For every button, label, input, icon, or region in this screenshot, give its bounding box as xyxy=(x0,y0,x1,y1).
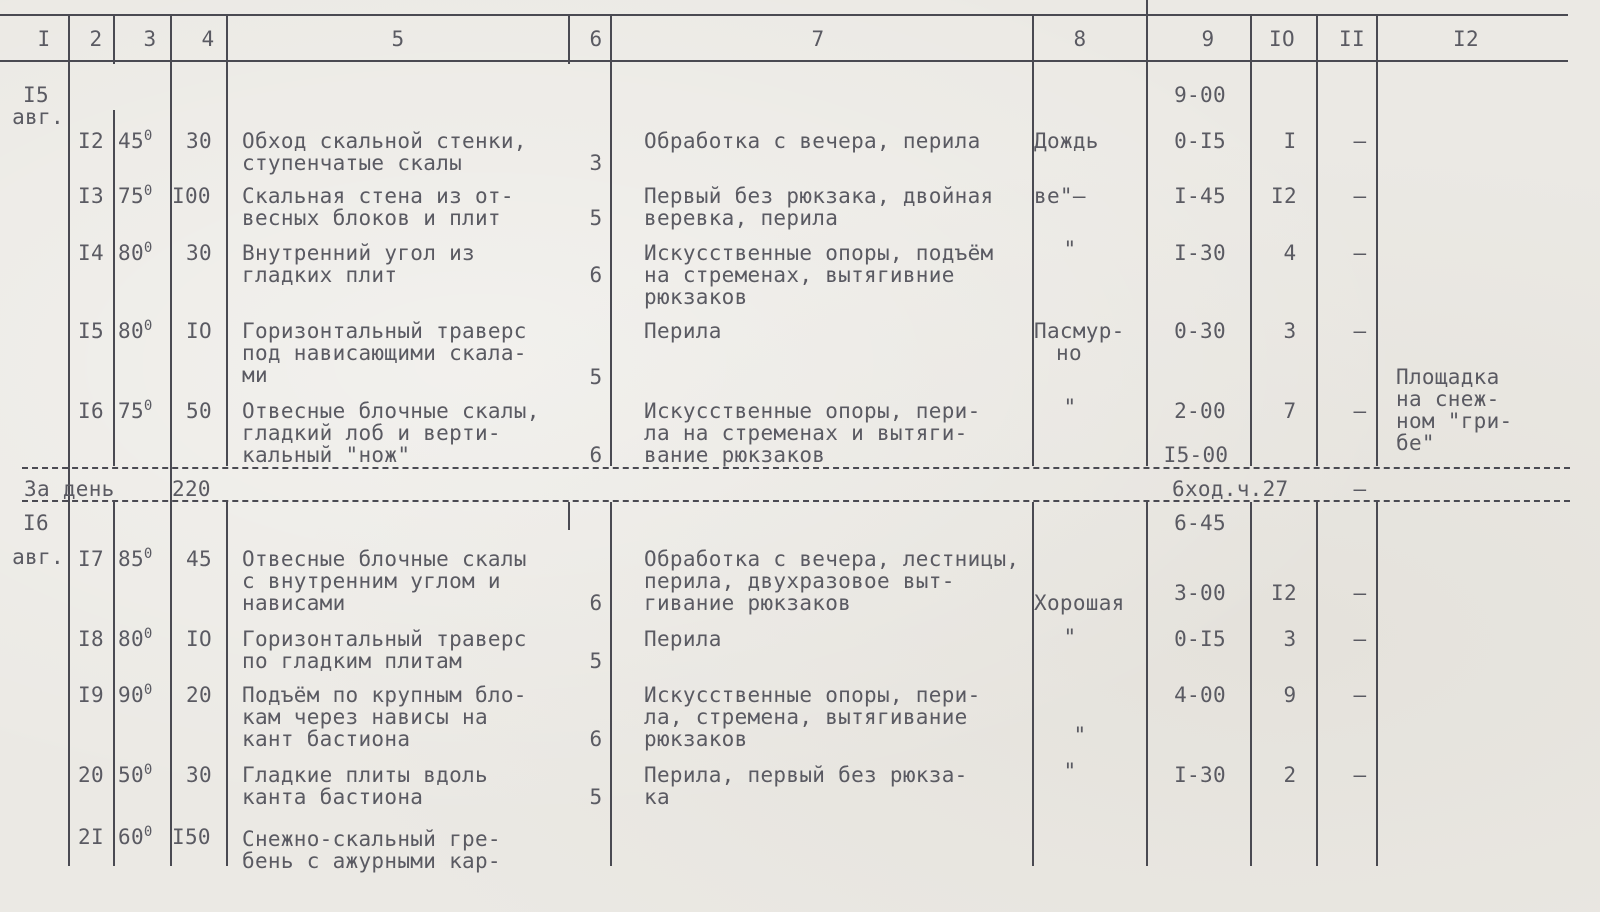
pitch-length: IO xyxy=(186,627,212,651)
column-header: I xyxy=(37,27,51,51)
column-divider xyxy=(226,14,228,466)
day-total-length: 220 xyxy=(172,477,211,501)
remark-note: бе" xyxy=(1396,431,1435,455)
date-month: авг. xyxy=(12,545,64,569)
difficulty-category: 5 xyxy=(589,365,603,389)
terrain-description: Скальная стена из от- xyxy=(242,184,514,208)
terrain-description: с внутренним углом и xyxy=(242,569,501,593)
difficulty-category: 6 xyxy=(589,727,603,751)
column-11-value: – xyxy=(1353,241,1367,265)
column-divider xyxy=(1032,14,1034,466)
weather: " xyxy=(1063,625,1077,649)
technique-text: рюкзаков xyxy=(644,727,748,751)
column-divider xyxy=(68,14,70,866)
time-spent: 0-I5 xyxy=(1174,627,1226,651)
terrain-description: Внутренний угол из xyxy=(242,241,475,265)
column-header: 5 xyxy=(391,27,405,51)
weather: Пасмур- xyxy=(1034,319,1125,343)
pitch-length: 30 xyxy=(186,129,212,153)
difficulty-category: 5 xyxy=(589,785,603,809)
terrain-description: Горизонтальный траверс xyxy=(242,627,527,651)
column-header: IO xyxy=(1269,27,1295,51)
column-divider xyxy=(1146,502,1148,866)
start-time: 9-00 xyxy=(1174,83,1226,107)
column-divider xyxy=(1376,14,1378,466)
pitch-number: I9 xyxy=(78,683,104,707)
technique-text: Искусственные опоры, пери- xyxy=(644,399,981,423)
terrain-description: нависами xyxy=(242,591,346,615)
hooks-count: I2 xyxy=(1271,184,1297,208)
terrain-description: Подъём по крупным бло- xyxy=(242,683,527,707)
pitch-angle: $75^0$ xyxy=(118,183,153,208)
time-spent: 0-I5 xyxy=(1174,129,1226,153)
day-separator-top xyxy=(22,467,1570,469)
hooks-count: 4 xyxy=(1283,241,1297,265)
pitch-length: 20 xyxy=(186,683,212,707)
difficulty-category: 6 xyxy=(589,591,603,615)
column-11-value: – xyxy=(1353,399,1367,423)
terrain-description: кам через нависы на xyxy=(242,705,488,729)
pitch-length: 30 xyxy=(186,241,212,265)
column-11-value: – xyxy=(1353,129,1367,153)
terrain-description: Гладкие плиты вдоль xyxy=(242,763,488,787)
technique-text: на стременах, вытягивние xyxy=(644,263,955,287)
end-time: I5-00 xyxy=(1163,443,1229,467)
day-total-dash: – xyxy=(1353,477,1367,501)
terrain-description: Горизонтальный траверс xyxy=(242,319,527,343)
column-header: 8 xyxy=(1073,27,1087,51)
technique-text: гивание рюкзаков xyxy=(644,591,852,615)
pitch-angle: $60^0$ xyxy=(118,824,153,849)
hooks-count: 3 xyxy=(1283,319,1297,343)
technique-text: Искусственные опоры, пери- xyxy=(644,683,981,707)
difficulty-category: 6 xyxy=(589,443,603,467)
column-divider xyxy=(568,502,570,530)
pitch-angle: $80^0$ xyxy=(118,318,153,343)
pitch-angle: $85^0$ xyxy=(118,546,153,571)
column-header: 2 xyxy=(89,27,103,51)
time-spent: I-45 xyxy=(1174,184,1226,208)
pitch-length: 50 xyxy=(186,399,212,423)
column-divider xyxy=(113,14,115,64)
weather: " xyxy=(1063,759,1077,783)
hooks-count: I xyxy=(1283,129,1297,153)
technique-text: перила, двухразовое выт- xyxy=(644,569,955,593)
remark-note: на снеж- xyxy=(1396,387,1500,411)
hooks-count: 3 xyxy=(1283,627,1297,651)
weather: Хорошая xyxy=(1034,591,1125,615)
technique-text: Обработка с вечера, перила xyxy=(644,129,981,153)
technique-text: Первый без рюкзака, двойная xyxy=(644,184,994,208)
terrain-description: весных блоков и плит xyxy=(242,206,501,230)
remark-note: ном "гри- xyxy=(1396,409,1513,433)
technique-text: Обработка с вечера, лестницы, xyxy=(644,547,1020,571)
column-divider xyxy=(1146,0,1148,466)
time-spent: 3-00 xyxy=(1174,581,1226,605)
weather: ве"— xyxy=(1034,184,1086,208)
terrain-description: ми xyxy=(242,363,268,387)
column-header: 4 xyxy=(201,27,215,51)
start-time: 6-45 xyxy=(1174,511,1226,535)
column-11-value: – xyxy=(1353,581,1367,605)
column-divider xyxy=(1250,502,1252,866)
difficulty-category: 5 xyxy=(589,649,603,673)
technique-text: Перила, первый без рюкза- xyxy=(644,763,968,787)
pitch-number: I2 xyxy=(78,129,104,153)
day-separator-bottom xyxy=(22,500,1570,502)
day-total-hours: 6ход.ч.27 xyxy=(1172,477,1289,501)
column-header: 9 xyxy=(1201,27,1215,51)
column-header: I2 xyxy=(1453,27,1479,51)
technique-text: Искусственные опоры, подъём xyxy=(644,241,994,265)
terrain-description: кант бастиона xyxy=(242,727,411,751)
weather: " xyxy=(1063,237,1077,261)
pitch-angle: $90^0$ xyxy=(118,682,153,707)
time-spent: 4-00 xyxy=(1174,683,1226,707)
column-divider xyxy=(1032,502,1034,866)
terrain-description: гладких плит xyxy=(242,263,398,287)
pitch-number: I7 xyxy=(78,547,104,571)
date-month: авг. xyxy=(12,105,64,129)
pitch-length: I00 xyxy=(172,184,211,208)
terrain-description: гладкий лоб и верти- xyxy=(242,421,501,445)
pitch-angle: $80^0$ xyxy=(118,240,153,265)
time-spent: 0-30 xyxy=(1174,319,1226,343)
hooks-count: 9 xyxy=(1283,683,1297,707)
date-day: I6 xyxy=(23,511,49,535)
column-11-value: – xyxy=(1353,184,1367,208)
column-11-value: – xyxy=(1353,319,1367,343)
column-11-value: – xyxy=(1353,763,1367,787)
pitch-length: I50 xyxy=(172,825,211,849)
pitch-number: 2I xyxy=(78,825,104,849)
column-divider xyxy=(113,110,115,466)
column-divider xyxy=(610,14,612,466)
pitch-angle: $45^0$ xyxy=(118,128,153,153)
table-top-rule xyxy=(0,14,1568,16)
pitch-number: I4 xyxy=(78,241,104,265)
column-header: 6 xyxy=(589,27,603,51)
terrain-description: канта бастиона xyxy=(242,785,424,809)
day-total-label: За день xyxy=(24,477,115,501)
column-11-value: – xyxy=(1353,683,1367,707)
difficulty-category: 3 xyxy=(589,151,603,175)
column-11-value: – xyxy=(1353,627,1367,651)
difficulty-category: 5 xyxy=(589,206,603,230)
weather: но xyxy=(1056,341,1082,365)
technique-text: веревка, перила xyxy=(644,206,839,230)
terrain-description: Обход скальной стенки, xyxy=(242,129,527,153)
technique-text: рюкзаков xyxy=(644,285,748,309)
weather: " xyxy=(1063,395,1077,419)
terrain-description: под нависающими скала- xyxy=(242,341,527,365)
pitch-angle: $75^0$ xyxy=(118,398,153,423)
time-spent: I-30 xyxy=(1174,241,1226,265)
difficulty-category: 6 xyxy=(589,263,603,287)
technique-text: ка xyxy=(644,785,670,809)
column-divider xyxy=(1316,502,1318,866)
pitch-number: I8 xyxy=(78,627,104,651)
terrain-description: по гладким плитам xyxy=(242,649,463,673)
column-divider xyxy=(1316,14,1318,466)
column-divider xyxy=(568,14,570,64)
column-divider xyxy=(1250,14,1252,466)
terrain-description: Снежно-скальный гре- xyxy=(242,827,501,851)
time-spent: I-30 xyxy=(1174,763,1226,787)
terrain-description: Отвесные блочные скалы xyxy=(242,547,527,571)
technique-text: Перила xyxy=(644,627,722,651)
column-header: 7 xyxy=(811,27,825,51)
hooks-count: I2 xyxy=(1271,581,1297,605)
pitch-number: I5 xyxy=(78,319,104,343)
weather: " xyxy=(1073,723,1087,747)
weather: Дождь xyxy=(1034,129,1099,153)
terrain-description: кальный "нож" xyxy=(242,443,411,467)
terrain-description: бень с ажурными кар- xyxy=(242,849,501,873)
column-divider xyxy=(113,502,115,866)
pitch-length: 30 xyxy=(186,763,212,787)
technique-text: ла на стременах и вытяги- xyxy=(644,421,968,445)
date-day: I5 xyxy=(23,83,49,107)
column-divider xyxy=(226,502,228,866)
pitch-length: 45 xyxy=(186,547,212,571)
column-divider xyxy=(610,502,612,866)
column-header: 3 xyxy=(143,27,157,51)
pitch-number: 20 xyxy=(78,763,104,787)
technique-text: вание рюкзаков xyxy=(644,443,826,467)
time-spent: 2-00 xyxy=(1174,399,1226,423)
pitch-angle: $80^0$ xyxy=(118,626,153,651)
hooks-count: 7 xyxy=(1283,399,1297,423)
column-divider xyxy=(170,14,172,866)
header-bottom-rule xyxy=(0,60,1568,62)
hooks-count: 2 xyxy=(1283,763,1297,787)
terrain-description: ступенчатые скалы xyxy=(242,151,463,175)
pitch-number: I3 xyxy=(78,184,104,208)
technique-text: ла, стремена, вытягивание xyxy=(644,705,968,729)
technique-text: Перила xyxy=(644,319,722,343)
remark-note: Площадка xyxy=(1396,365,1500,389)
pitch-length: IO xyxy=(186,319,212,343)
pitch-angle: $50^0$ xyxy=(118,762,153,787)
terrain-description: Отвесные блочные скалы, xyxy=(242,399,540,423)
pitch-number: I6 xyxy=(78,399,104,423)
column-divider xyxy=(1376,502,1378,866)
column-header: II xyxy=(1339,27,1365,51)
